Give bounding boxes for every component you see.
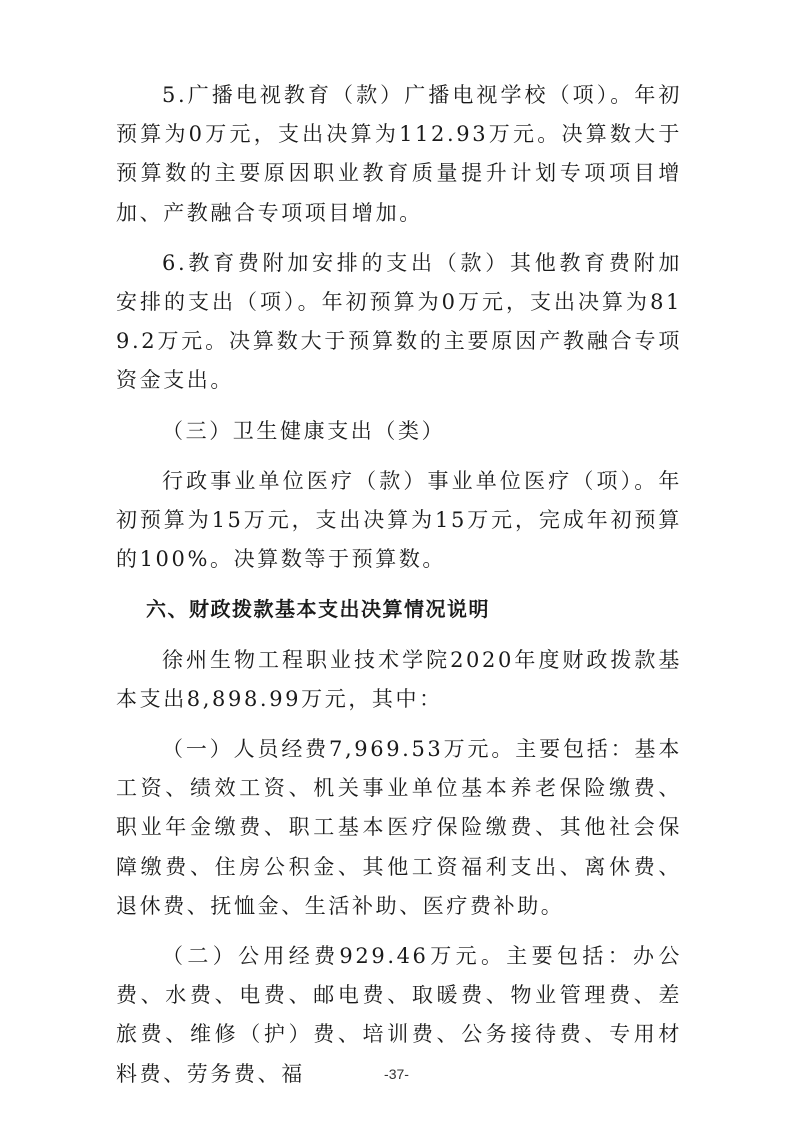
paragraph-broadcast-tv-education: 5.广播电视教育（款）广播电视学校（项）。年初预算为0万元，支出决算为112.93万元。决算数大于预算数的主要原因职业教育质量提升计划专项项目增加、产教融合专项项目增加。 xyxy=(116,83,682,225)
section-heading: 六、财政拨款基本支出决算情况说明 xyxy=(146,597,490,622)
paragraph-personnel-expenses: （一）人员经费7,969.53万元。主要包括：基本工资、绩效工资、机关事业单位基本养老保险缴费、职业年金缴费、职工基本医疗保险缴费、其他社会保障缴费、住房公积金、其他工资福利支出、离休费、退休费、抚恤金、生活补助、医疗费补助。 xyxy=(116,737,682,918)
paragraph-public-expenses: （二）公用经费929.46万元。主要包括：办公费、水费、电费、邮电费、取暖费、物业管理费、差旅费、维修（护）费、培训费、公务接待费、专用材料费、劳务费、福 xyxy=(116,944,682,1086)
subheading-health-expenditure: （三）卫生健康支出（类） xyxy=(162,418,446,443)
paragraph-basic-expenditure-total: 徐州生物工程职业技术学院2020年度财政拨款基本支出8,898.99万元，其中： xyxy=(116,647,682,711)
page-number: -37- xyxy=(384,1066,409,1082)
document-page xyxy=(116,76,682,1094)
paragraph-medical-institution: 行政事业单位医疗（款）事业单位医疗（项）。年初预算为15万元，支出决算为15万元，完成年初预算的100%。决算数等于预算数。 xyxy=(116,468,682,572)
paragraph-education-surcharge: 6.教育费附加安排的支出（款）其他教育费附加安排的支出（项）。年初预算为0万元，支出决算为819.2万元。决算数大于预算数的主要原因产教融合专项资金支出。 xyxy=(116,250,682,393)
